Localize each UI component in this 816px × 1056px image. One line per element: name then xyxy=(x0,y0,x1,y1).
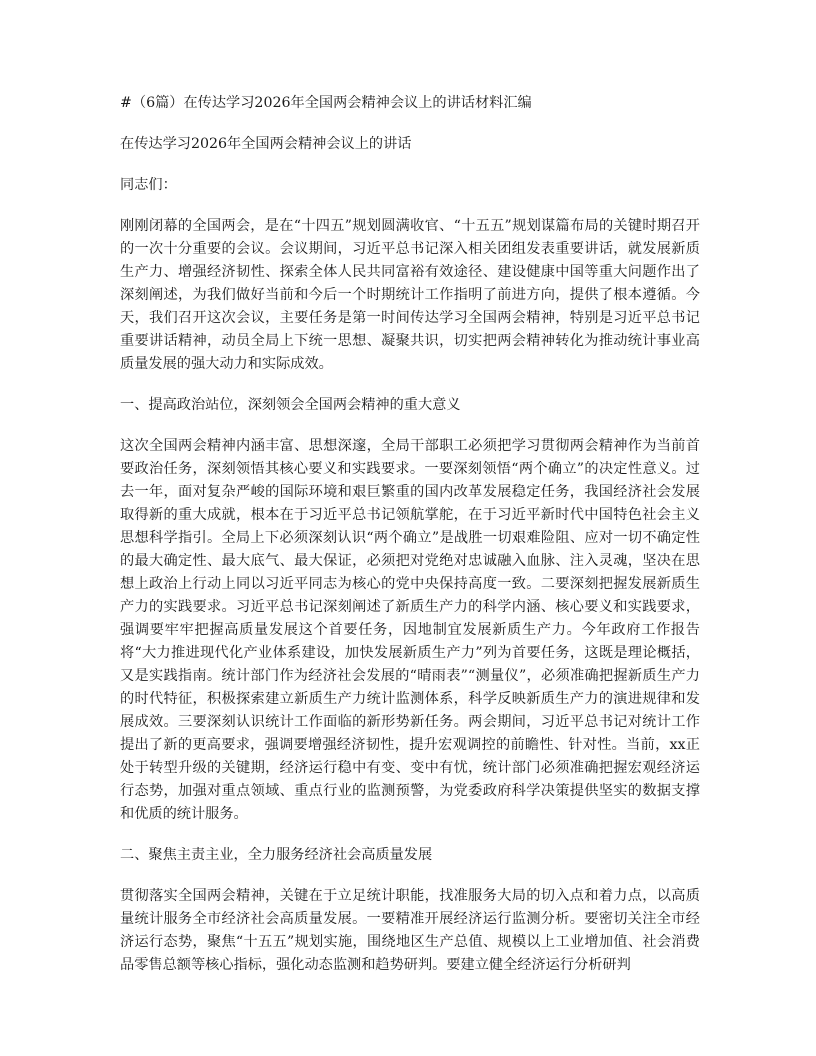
speech-title: 在传达学习2026年全国两会精神会议上的讲话 xyxy=(120,136,412,152)
section-body-1: 这次全国两会精神内涵丰富、思想深邃，全局干部职工必须把学习贯彻两会精神作为当前首要政治任务，深刻领悟其核心要义和实践要求。一要深刻领悟“两个确立”的决定性意义。过去一年，面对复杂严峻的国际环境和艰巨繁重的国内改革发展稳定任务，我国经济社会发展取得新的重大成就，根本在于习近平总书记领航掌舵，在于习近平新时代中国特色社会主义思想科学指引。全局上下必须深刻认识“两个确立”是战胜一切艰难险阻、应对一切不确定性的最大确定性、最大底气、最大保证，必须把对党绝对忠诚融入血脉、注入灵魂，坚决在思想上政治上行动上同以习近平同志为核心的党中央保持高度一致。二要深刻把握发展新质生产力的实践要求。习近平总书记深刻阐述了新质生产力的科学内涵、核心要义和实践要求，强调要牢牢把握高质量发展这个首要任务，因地制宜发展新质生产力。今年政府工作报告将“大力推进现代化产业体系建设，加快发展新质生产力”列为首要任务，这既是理论概括，又是实践指南。统计部门作为经济社会发展的“晴雨表”“测量仪”，必须准确把握新质生产力的时代特征，积极探索建立新质生产力统计监测体系，科学反映新质生产力的演进规律和发展成效。三要深刻认识统计工作面临的新形势新任务。两会期间，习近平总书记对统计工作提出了新的更高要求，强调要增强经济韧性，提升宏观调控的前瞻性、针对性。当前，xx正处于转型升级的关键期，经济运行稳中有变、变中有忧，统计部门必须准确把握宏观经济运行态势，加强对重点领域、重点行业的监测预警，为党委政府科学决策提供坚实的数据支撑和优质的统计服务。 xyxy=(120,438,700,822)
document-page xyxy=(120,92,700,995)
section-body-2: 贯彻落实全国两会精神，关键在于立足统计职能，找准服务大局的切入点和着力点，以高质量统计服务全市经济社会高质量发展。一要精准开展经济运行监测分析。要密切关注全市经济运行态势，聚焦“十五五”规划实施，围绕地区生产总值、规模以上工业增加值、社会消费品零售总额等核心指标，强化动态监测和趋势研判。要建立健全经济运行分析研判 xyxy=(120,888,700,973)
document-title: #（6篇）在传达学习2026年全国两会精神会议上的讲话材料汇编 xyxy=(120,95,532,111)
section-heading-1: 一、提高政治站位，深刻领会全国两会精神的重大意义 xyxy=(120,397,461,413)
section-heading-2: 二、聚焦主责主业，全力服务经济社会高质量发展 xyxy=(120,847,433,863)
intro-paragraph: 刚刚闭幕的全国两会，是在“十四五”规划圆满收官、“十五五”规划谋篇布局的关键时期召开的一次十分重要的会议。会议期间，习近平总书记深入相关团组发表重要讲话，就发展新质生产力、增强经济韧性、探索全体人民共同富裕有效途径、建设健康中国等重大问题作出了深刻阐述，为我们做好当前和今后一个时期统计工作指明了前进方向，提供了根本遵循。今天，我们召开这次会议，主要任务是第一时间传达学习全国两会精神，特别是习近平总书记重要讲话精神，动员全局上下统一思想、凝聚共识，切实把两会精神转化为推动统计事业高质量发展的强大动力和实际成效。 xyxy=(120,218,700,372)
salutation: 同志们： xyxy=(120,177,177,193)
